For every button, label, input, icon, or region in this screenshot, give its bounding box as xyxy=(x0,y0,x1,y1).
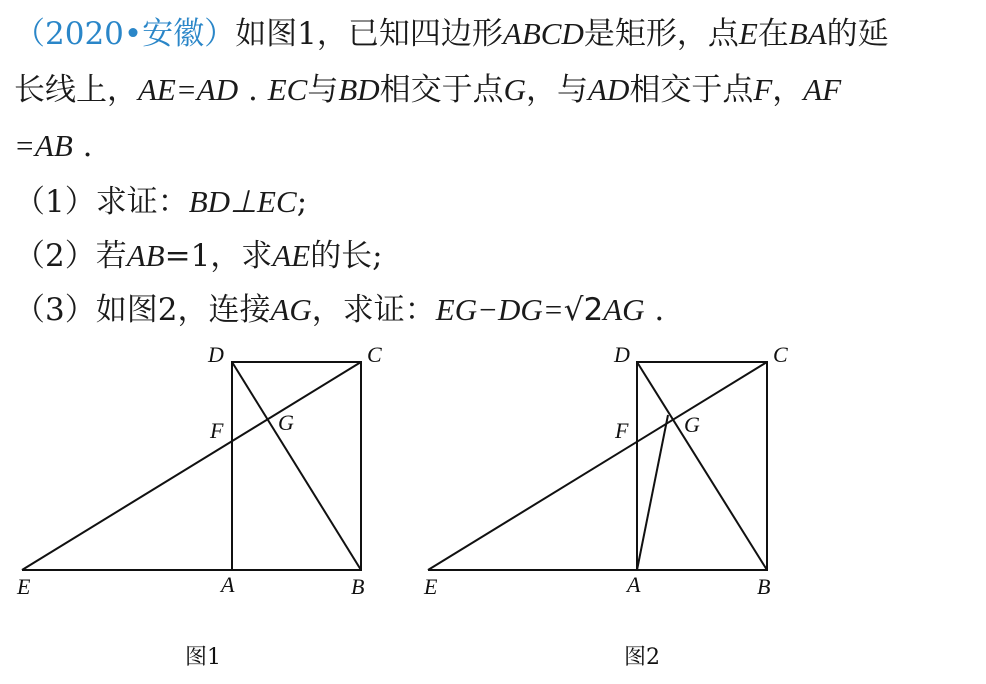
figure-2 xyxy=(428,362,767,570)
text: ; xyxy=(296,184,308,220)
fig1-label-e: E xyxy=(17,574,31,599)
sqrt-two: √2 xyxy=(563,292,604,328)
math: G xyxy=(503,72,527,107)
fig1-label-d: D xyxy=(208,342,224,367)
text: 是矩形，点 xyxy=(583,16,739,52)
math: F xyxy=(753,72,773,107)
math: EC xyxy=(267,72,308,107)
fig2-label-a: A xyxy=(627,572,641,597)
math: AD xyxy=(588,72,630,107)
fig2-label-b: B xyxy=(757,574,771,599)
fig2-label-f: F xyxy=(615,418,629,443)
text: . xyxy=(72,128,93,164)
text: 的延 xyxy=(826,16,889,52)
problem-source: （2020•安徽） xyxy=(14,16,236,52)
figure-1 xyxy=(22,362,361,570)
math: AG xyxy=(603,292,645,327)
text: ， xyxy=(772,72,804,108)
text: ，与 xyxy=(526,72,589,108)
segment-ec xyxy=(428,362,767,570)
math: BA xyxy=(788,16,827,51)
fig1-label-a: A xyxy=(221,572,235,597)
fig1-label-b: B xyxy=(351,574,365,599)
math: BD xyxy=(338,72,380,107)
text: 相交于点 xyxy=(379,72,504,108)
math: AE xyxy=(272,238,311,273)
text: ，求证： xyxy=(311,292,436,328)
math: AE=AD xyxy=(138,72,239,107)
text: （3）如图2，连接 xyxy=(14,292,271,328)
text: . xyxy=(238,72,268,108)
math: E xyxy=(738,16,758,51)
math: ABCD xyxy=(502,16,584,51)
math: AF xyxy=(803,72,842,107)
fig2-label-c: C xyxy=(773,342,788,367)
segment-bd xyxy=(232,362,361,570)
fig2-label-d: D xyxy=(614,342,630,367)
text: 如图1，已知四边形 xyxy=(235,16,503,52)
segment-bd xyxy=(637,362,767,570)
math: AG xyxy=(270,292,312,327)
text: 长线上， xyxy=(14,72,138,108)
fig2-label-e: E xyxy=(424,574,438,599)
fig2-label-g: G xyxy=(684,412,700,437)
text: 的长; xyxy=(310,238,383,274)
text: =1，求 xyxy=(164,238,273,274)
fig1-label-f: F xyxy=(210,418,224,443)
text: 相交于点 xyxy=(629,72,754,108)
math: EG−DG= xyxy=(435,292,564,327)
math: AB xyxy=(126,238,165,273)
figure-2-caption: 图2 xyxy=(624,645,660,670)
text: 与 xyxy=(307,72,339,108)
text: . xyxy=(644,292,665,328)
fig1-label-c: C xyxy=(367,342,382,367)
text: （2）若 xyxy=(14,238,127,274)
fig1-label-g: G xyxy=(278,410,294,435)
math: BD⊥EC xyxy=(188,184,297,219)
text: （1）求证： xyxy=(14,184,189,220)
figure-1-caption: 图1 xyxy=(185,645,221,670)
text: 在 xyxy=(757,16,789,52)
math: =AB xyxy=(14,128,73,163)
segment-ec xyxy=(22,362,361,570)
